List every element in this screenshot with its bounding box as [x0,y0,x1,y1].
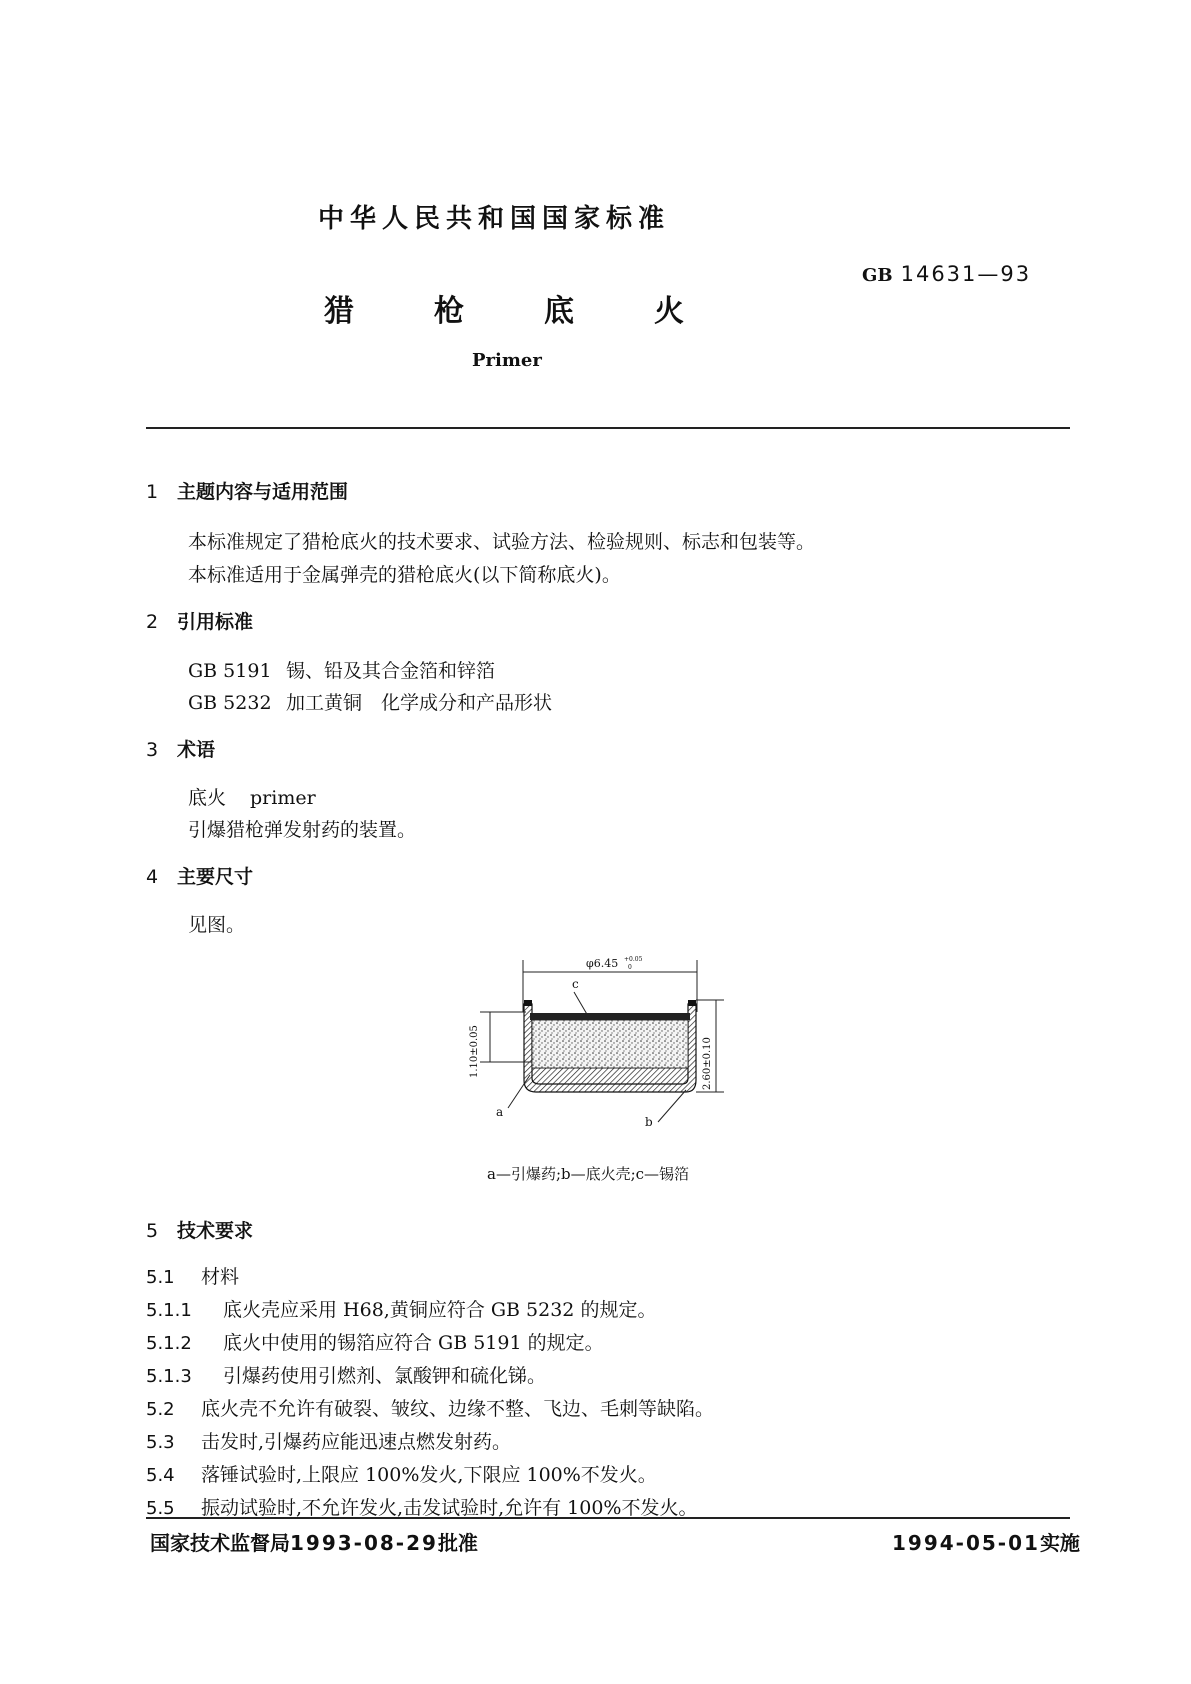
primer-cup-base [532,1068,688,1084]
title-char: 底 [544,294,574,329]
approval-line [150,1527,478,1556]
english-title: Primer [472,350,542,371]
requirement-item [146,1460,657,1487]
header-divider [146,427,1070,429]
diameter-tolerance-lower: 0 [628,964,632,971]
leader-line-b [658,1090,686,1122]
requirement-item [146,1427,511,1454]
clause-number: 5.4 [146,1465,175,1486]
section-1-para-2: 本标准适用于金属弹壳的猎枪底火(以下简称底火)。 [188,564,621,586]
effective-line [892,1527,1080,1556]
left-dimension-label: 1.10±0.05 [469,1025,480,1078]
label-c: c [572,977,579,991]
section-number: 5 [146,1220,159,1242]
standard-code [862,262,1031,286]
section-1-heading [146,477,348,504]
clause-number: 5.3 [146,1432,175,1453]
requirement-item [146,1493,697,1520]
requirement-item [146,1262,239,1289]
clause-text: 材料 [201,1266,240,1288]
clause-text: 底火中使用的锡箔应符合 GB 5191 的规定。 [223,1332,604,1354]
section-number: 1 [146,481,159,503]
clause-number: 5.1.2 [146,1333,192,1354]
section-1-para-1: 本标准规定了猎枪底火的技术要求、试验方法、检验规则、标志和包装等。 [188,531,816,553]
clause-text: 落锤试验时,上限应 100%发火,下限应 100%不发火。 [201,1464,657,1486]
clause-text: 引爆药使用引燃剂、氯酸钾和硫化锑。 [223,1365,547,1387]
right-dimension-label: 2.60±0.10 [702,1037,713,1090]
section-5-heading [146,1216,253,1243]
figure-caption: a—引爆药;b—底火壳;c—锡箔 [487,1165,690,1183]
standard-code-number: 14631—93 [900,262,1032,286]
leader-line-a [508,1075,530,1108]
section-number: 2 [146,611,159,633]
clause-text: 振动试验时,不允许发火,击发试验时,允许有 100%不发火。 [201,1497,698,1519]
document-title [324,286,684,330]
footer-divider [146,1517,1070,1519]
term-cn: 底火 [188,787,227,809]
section-number: 4 [146,866,159,888]
reference-code: GB 5232 [188,692,272,714]
title-char: 枪 [434,294,464,329]
primer-cross-section-figure [460,950,760,1130]
clause-number: 5.1.3 [146,1366,192,1387]
requirement-item [146,1328,604,1355]
section-title: 主题内容与适用范围 [177,481,349,503]
standard-heading: 中华人民共和国国家标准 [318,204,671,234]
section-4-para: 见图。 [188,914,246,936]
clause-text: 底火壳应采用 H68,黄铜应符合 GB 5232 的规定。 [223,1299,657,1321]
term-definition: 引爆猎枪弹发射药的装置。 [188,819,417,841]
leader-line-c [574,992,588,1016]
reference-name: 加工黄铜 化学成分和产品形状 [286,692,553,714]
diameter-label: φ6.45 [586,957,619,970]
approval-org: 国家技术监督局 [150,1531,290,1555]
reference-row [188,688,552,715]
section-3-heading [146,735,215,762]
reference-code: GB 5191 [188,660,272,682]
section-number: 3 [146,739,159,761]
clause-number: 5.1 [146,1267,175,1288]
requirement-item [146,1394,714,1421]
cup-rim-left [524,1000,532,1006]
approval-date: 1993-08-29 [290,1531,438,1555]
requirement-item [146,1295,656,1322]
reference-name: 锡、铅及其合金箔和锌箔 [286,660,496,682]
clause-text: 击发时,引爆药应能迅速点燃发射药。 [201,1431,512,1453]
title-char: 火 [654,294,684,329]
section-2-heading [146,607,253,634]
title-char: 猎 [324,294,354,329]
clause-number: 5.1.1 [146,1300,192,1321]
tin-foil-layer [530,1013,690,1020]
term-entry [188,783,316,810]
clause-text: 底火壳不允许有破裂、皱纹、边缘不整、飞边、毛刺等缺陷。 [201,1398,715,1420]
section-4-heading [146,862,253,889]
section-title: 术语 [177,739,216,761]
priming-compound [532,1020,688,1068]
requirement-item [146,1361,546,1388]
section-title: 引用标准 [177,611,254,633]
section-title: 主要尺寸 [177,866,254,888]
approval-suffix: 批准 [437,1531,478,1555]
section-title: 技术要求 [177,1220,254,1242]
label-a: a [496,1105,504,1119]
cup-rim-right [688,1000,696,1006]
clause-number: 5.5 [146,1498,175,1519]
effective-date: 1994-05-01 [892,1531,1040,1555]
label-b: b [645,1115,653,1129]
reference-row [188,656,495,683]
diameter-tolerance-upper: +0.05 [624,956,643,963]
term-en: primer [250,787,316,809]
standard-code-prefix: GB [862,265,893,286]
effective-suffix: 实施 [1039,1531,1080,1555]
clause-number: 5.2 [146,1399,175,1420]
